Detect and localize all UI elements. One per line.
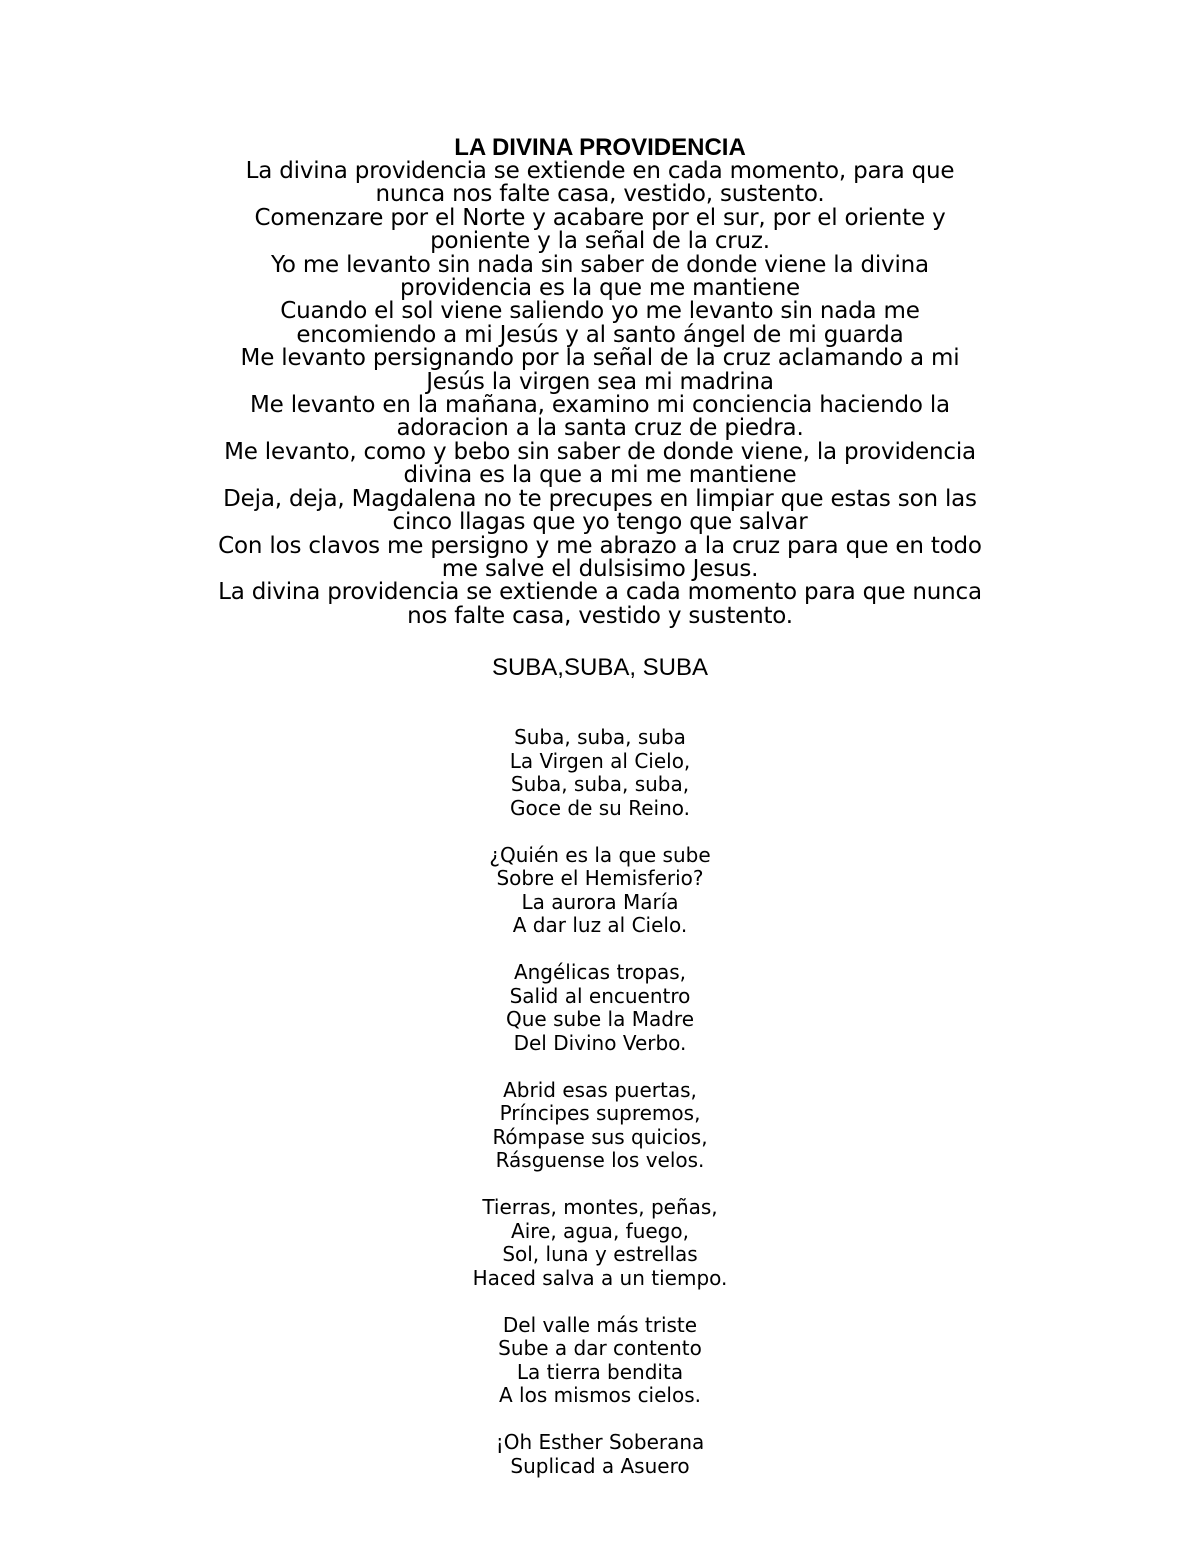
prayer-title: LA DIVINA PROVIDENCIA bbox=[454, 134, 746, 161]
prayer-line: adoracion a la santa cruz de piedra. bbox=[396, 415, 804, 442]
hymn-verse: Aire, agua, fuego, bbox=[511, 1218, 689, 1243]
hymn-verse: La aurora María bbox=[521, 889, 679, 914]
hymn-stanza bbox=[300, 844, 900, 938]
hymn-verse: La tierra bendita bbox=[516, 1359, 684, 1384]
prayer-line: Cuando el sol viene saliendo yo me levanto sin nada me bbox=[280, 298, 920, 325]
hymn-verse: Sube a dar contento bbox=[498, 1336, 702, 1360]
prayer-line: La divina providencia se extiende en cada momento, para que bbox=[245, 158, 955, 184]
hymn-verse: Abrid esas puertas, bbox=[503, 1077, 697, 1102]
hymn-verse: Suba, suba, suba bbox=[514, 725, 686, 749]
prayer-line: Me levanto persignando por la señal de la cruz aclamando a mi bbox=[240, 345, 960, 372]
prayer-line: nos falte casa, vestido y sustento. bbox=[407, 602, 793, 629]
hymn-stanza bbox=[300, 1431, 900, 1478]
hymn-verse: Sobre el Hemisferio? bbox=[496, 866, 704, 890]
hymn-stanza bbox=[300, 1079, 900, 1173]
hymn-verse: Del Divino Verbo. bbox=[513, 1030, 687, 1055]
hymn-verse: Haced salva a un tiempo. bbox=[472, 1265, 728, 1290]
prayer-line: Comenzare por el Norte y acabare por el sur, por el oriente y bbox=[254, 204, 946, 231]
hymn-stanza bbox=[300, 726, 900, 820]
hymn-body bbox=[300, 726, 900, 1478]
prayer-line: Me levanto en la mañana, examino mi conciencia haciendo la bbox=[250, 392, 950, 419]
prayer-line: Me levanto, como y bebo sin saber de donde viene, la providencia bbox=[224, 438, 976, 465]
hymn-verse: A los mismos cielos. bbox=[499, 1383, 701, 1407]
hymn-verse: Del valle más triste bbox=[502, 1312, 698, 1337]
hymn-verse: Tierras, montes, peñas, bbox=[482, 1195, 718, 1219]
hymn-verse: ¡Oh Esther Soberana bbox=[495, 1430, 705, 1454]
hymn-verse: Sol, luna y estrellas bbox=[502, 1242, 698, 1266]
hymn-verse: La Virgen al Cielo, bbox=[509, 748, 691, 773]
prayer-line: Yo me levanto sin nada sin saber de donde viene la divina bbox=[271, 251, 929, 278]
hymn-stanza bbox=[300, 961, 900, 1055]
hymn-title: SUBA,SUBA, SUBA bbox=[491, 654, 709, 681]
hymn-verse: Que sube la Madre bbox=[506, 1007, 694, 1031]
hymn-verse: A dar luz al Cielo. bbox=[512, 913, 688, 937]
prayer-line: nunca nos falte casa, vestido, sustento. bbox=[375, 181, 825, 208]
hymn-verse: Salid al encuentro bbox=[509, 983, 691, 1008]
hymn-verse: Rómpase sus quicios, bbox=[492, 1124, 708, 1149]
prayer-line: divina es la que a mi me mantiene bbox=[403, 462, 797, 489]
hymn-verse: ¿Quién es la que sube bbox=[489, 842, 711, 867]
hymn-verse: Suba, suba, suba, bbox=[510, 772, 690, 796]
hymn-verse: Angélicas tropas, bbox=[513, 960, 687, 984]
hymn-verse: Goce de su Reino. bbox=[510, 795, 690, 820]
prayer-section bbox=[150, 136, 1050, 628]
hymn-verse: Suplicad a Asuero bbox=[510, 1453, 690, 1478]
prayer-line: Jesús la virgen sea mi madrina bbox=[426, 368, 774, 395]
prayer-line: poniente y la señal de la cruz. bbox=[430, 228, 770, 255]
prayer-line: encomiendo a mi Jesús y al santo ángel de mi guarda bbox=[296, 321, 904, 348]
hymn-stanza bbox=[300, 1314, 900, 1408]
prayer-line: me salve el dulsisimo Jesus. bbox=[441, 555, 759, 582]
prayer-line: La divina providencia se extiende a cada momento para que nunca bbox=[218, 579, 982, 606]
prayer-line: providencia es la que me mantiene bbox=[400, 275, 800, 302]
hymn-verse: Príncipes supremos, bbox=[499, 1101, 701, 1125]
hymn-verse: Rásguense los velos. bbox=[495, 1148, 705, 1172]
prayer-line: Deja, deja, Magdalena no te precupes en limpiar que estas son las bbox=[223, 485, 977, 512]
prayer-line: Con los clavos me persigno y me abrazo a la cruz para que en todo bbox=[218, 532, 982, 559]
prayer-body bbox=[150, 160, 1050, 628]
prayer-line: cinco llagas que yo tengo que salvar bbox=[392, 509, 808, 536]
hymn-stanza bbox=[300, 1196, 900, 1290]
